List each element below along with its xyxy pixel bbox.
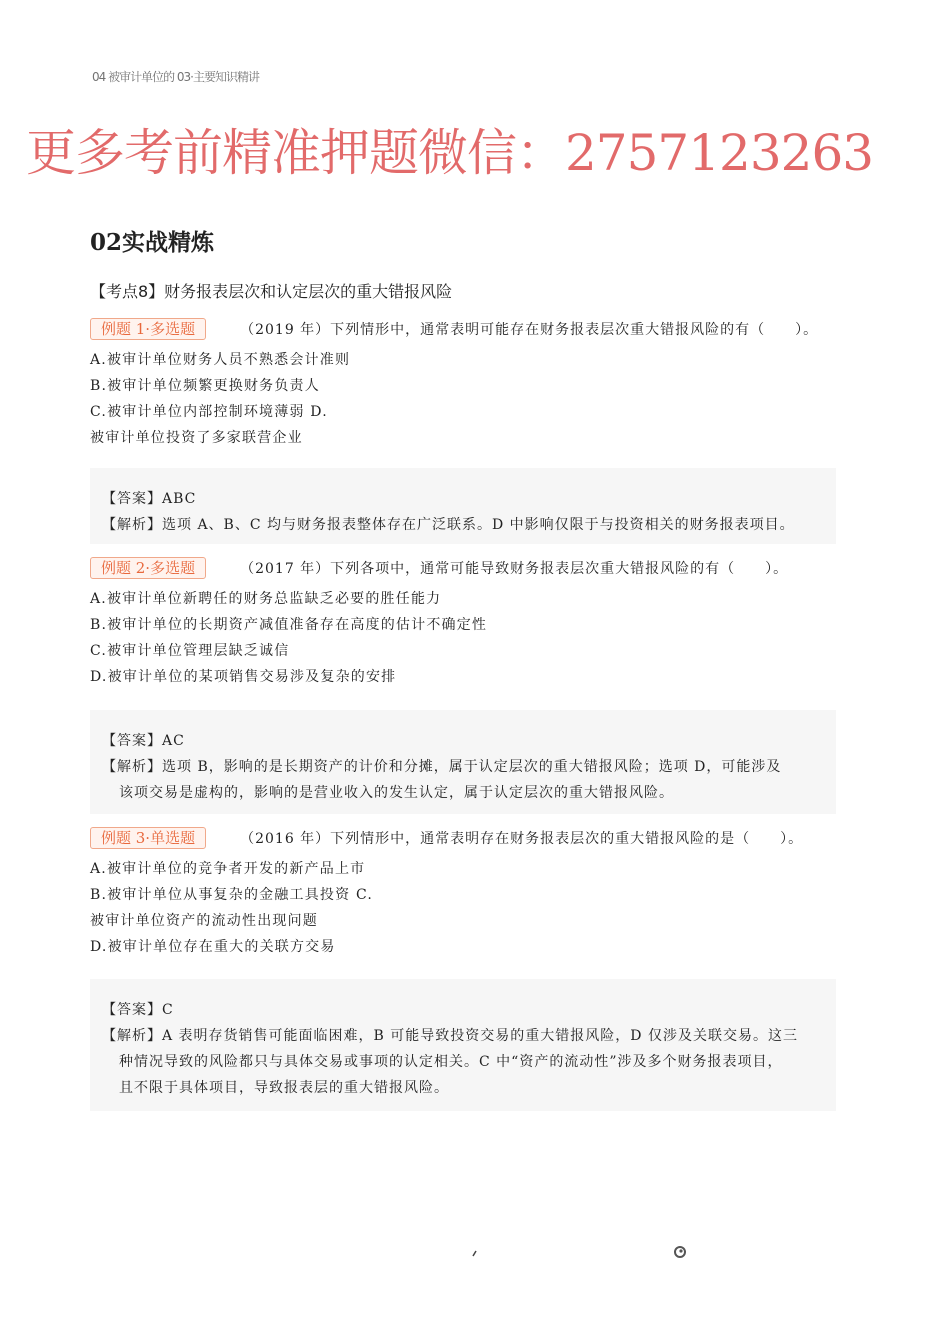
question-1 <box>90 317 840 451</box>
option: D.被审计单位的某项销售交易涉及复杂的安排 <box>90 669 397 685</box>
question-stem: （2017 年）下列各项中，通常可能导致财务报表层次重大错报风险的有（ ）。 <box>240 561 789 577</box>
option: 被审计单位资产的流动性出现问题 <box>90 913 318 929</box>
analysis-line: 且不限于具体项目，导致报表层的重大错报风险。 <box>119 1080 449 1096</box>
option: B.被审计单位从事复杂的金融工具投资 C. <box>90 887 374 903</box>
option: C.被审计单位管理层缺乏诚信 <box>90 643 290 659</box>
option: A.被审计单位财务人员不熟悉会计准则 <box>90 352 351 368</box>
analysis-line: 【解析】A 表明存货销售可能面临困难，B 可能导致投资交易的重大错报风险，D 仅涉及关联交易。这三 <box>102 1028 798 1044</box>
question-tag: 例题 2·多选题 <box>90 557 206 579</box>
analysis-line: 种情况导致的风险都只与具体交易或事项的认定相关。C 中“资产的流动性”涉及多个财务报表项目， <box>119 1054 783 1070</box>
footer-circle-icon <box>673 1245 687 1262</box>
option: C.被审计单位内部控制环境薄弱 D. <box>90 404 328 420</box>
analysis-line: 【解析】选项 A、B、C 均与财务报表整体存在广泛联系。D 中影响仅限于与投资相关的财务报表项目。 <box>102 517 795 533</box>
answer-line: 【答案】ABC <box>102 491 197 507</box>
question-stem: （2016 年）下列情形中，通常表明存在财务报表层次的重大错报风险的是（ ）。 <box>240 831 804 847</box>
option: D.被审计单位存在重大的关联方交易 <box>90 939 336 955</box>
answer-line: 【答案】AC <box>102 733 185 749</box>
option: A.被审计单位的竞争者开发的新产品上市 <box>90 861 366 877</box>
option: 被审计单位投资了多家联营企业 <box>90 430 303 446</box>
section-title: 02实战精炼 <box>90 229 215 256</box>
option: B.被审计单位的长期资产减值准备存在高度的估计不确定性 <box>90 617 488 633</box>
answer-box-2 <box>90 710 836 814</box>
promo-watermark: 更多考前精准押题微信：2757123263 <box>26 124 874 182</box>
option: A.被审计单位新聘任的财务总监缺乏必要的胜任能力 <box>90 591 442 607</box>
point-title: 【考点8】财务报表层次和认定层次的重大错报风险 <box>90 282 453 301</box>
question-tag: 例题 3·单选题 <box>90 827 206 849</box>
header-fragment: 04 被审计单位的 03·主要知识精讲 <box>92 70 259 84</box>
answer-box-1 <box>90 468 836 544</box>
question-tag: 例题 1·多选题 <box>90 318 206 340</box>
analysis-line: 【解析】选项 B，影响的是长期资产的计价和分摊，属于认定层次的重大错报风险；选项 D，可能涉及 <box>102 759 782 775</box>
question-2 <box>90 556 840 690</box>
option: B.被审计单位频繁更换财务负责人 <box>90 378 320 394</box>
footer-dot-mark <box>472 1246 478 1260</box>
answer-line: 【答案】C <box>102 1002 174 1018</box>
question-3 <box>90 826 840 960</box>
answer-box-3 <box>90 979 836 1111</box>
analysis-line: 该项交易是虚构的，影响的是营业收入的发生认定，属于认定层次的重大错报风险。 <box>119 785 674 801</box>
question-stem: （2019 年）下列情形中，通常表明可能存在财务报表层次重大错报风险的有（ ）。 <box>240 322 819 338</box>
